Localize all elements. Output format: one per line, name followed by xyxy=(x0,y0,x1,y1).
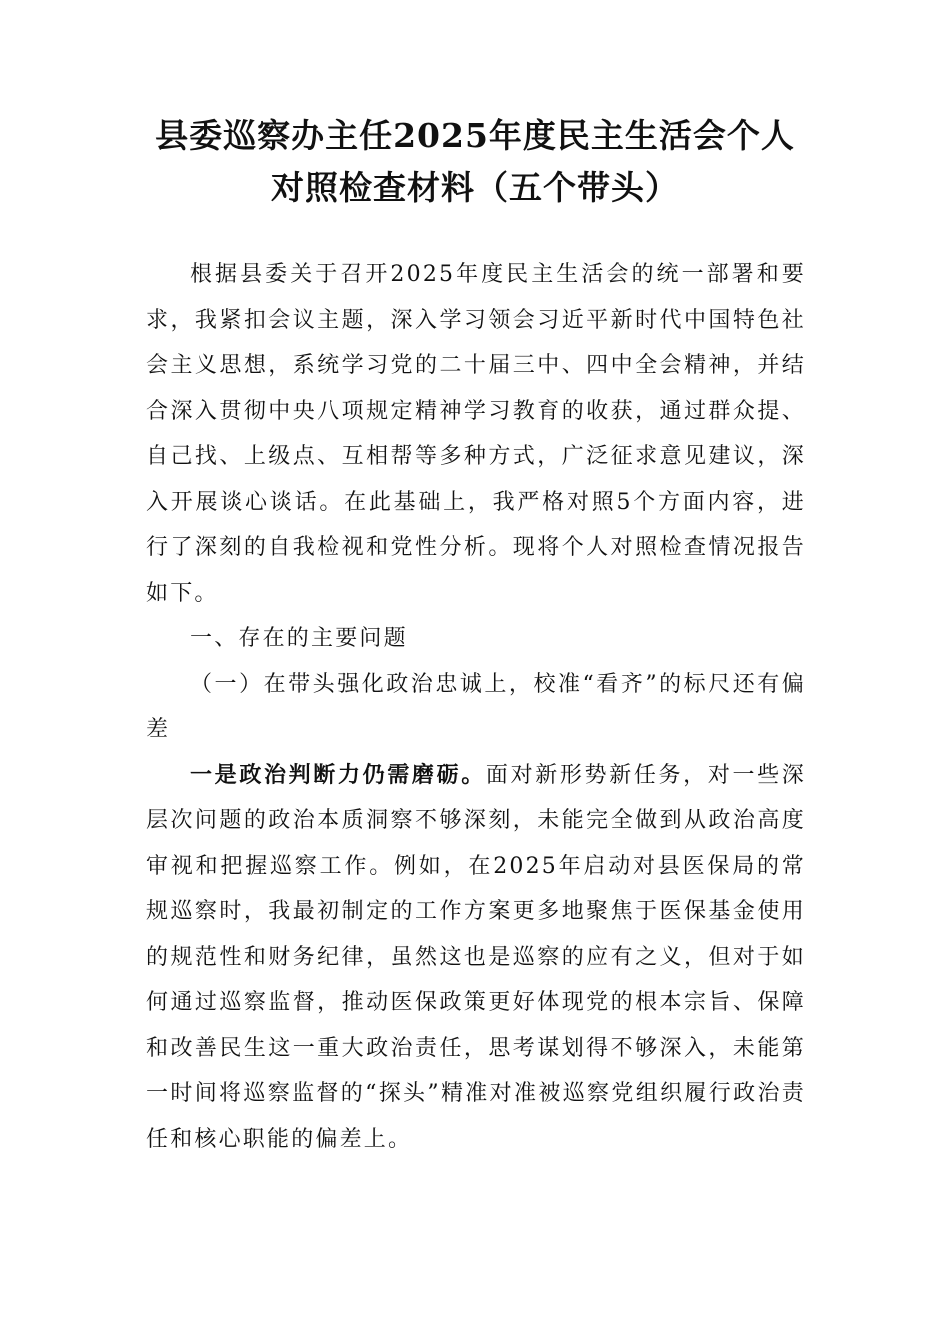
section-heading: 一、存在的主要问题 xyxy=(190,626,408,651)
document-title xyxy=(120,110,830,214)
title-line-2: 对照检查材料（五个带头） xyxy=(271,168,679,207)
title-line-1: 县委巡察办主任2025年度民主生活会个人 xyxy=(155,116,795,155)
intro-paragraph: 根据县委关于召开2025年度民主生活会的统一部署和要求，我紧扣会议主题，深入学习领会习近平新时代中国特色社会主义思想，系统学习党的二十届三中、四中全会精神，并结合深入贯彻中央八项规定精神学习教育的收获，通过群众提、自己找、上级点、互相帮等多种方式，广泛征求意见建议，深入开展谈心谈话。在此基础上，我严格对照5个方面内容，进行了深刻的自我检视和党性分析。现将个人对照检查情况报告如下。 xyxy=(146,262,806,606)
document-body xyxy=(146,252,806,1162)
subsection-heading: （一）在带头强化政治忠诚上，校准“看齐”的标尺还有偏差 xyxy=(146,671,806,742)
point-paragraph xyxy=(146,753,806,1163)
point-text: 面对新形势新任务，对一些深层次问题的政治本质洞察不够深刻，未能完全做到从政治高度审视和把握巡察工作。例如，在2025年启动对县医保局的常规巡察时，我最初制定的工作方案更多地聚焦于医保基金使用的规范性和财务纪律，虽然这也是巡察的应有之义，但对于如何通过巡察监督，推动医保政策更好体现党的根本宗旨、保障和改善民生这一重大政治责任，思考谋划得不够深入，未能第一时间将巡察监督的“探头”精准对准被巡察党组织履行政治责任和核心职能的偏差上。 xyxy=(146,762,806,1152)
point-lead: 一是政治判断力仍需磨砺。 xyxy=(190,761,486,788)
